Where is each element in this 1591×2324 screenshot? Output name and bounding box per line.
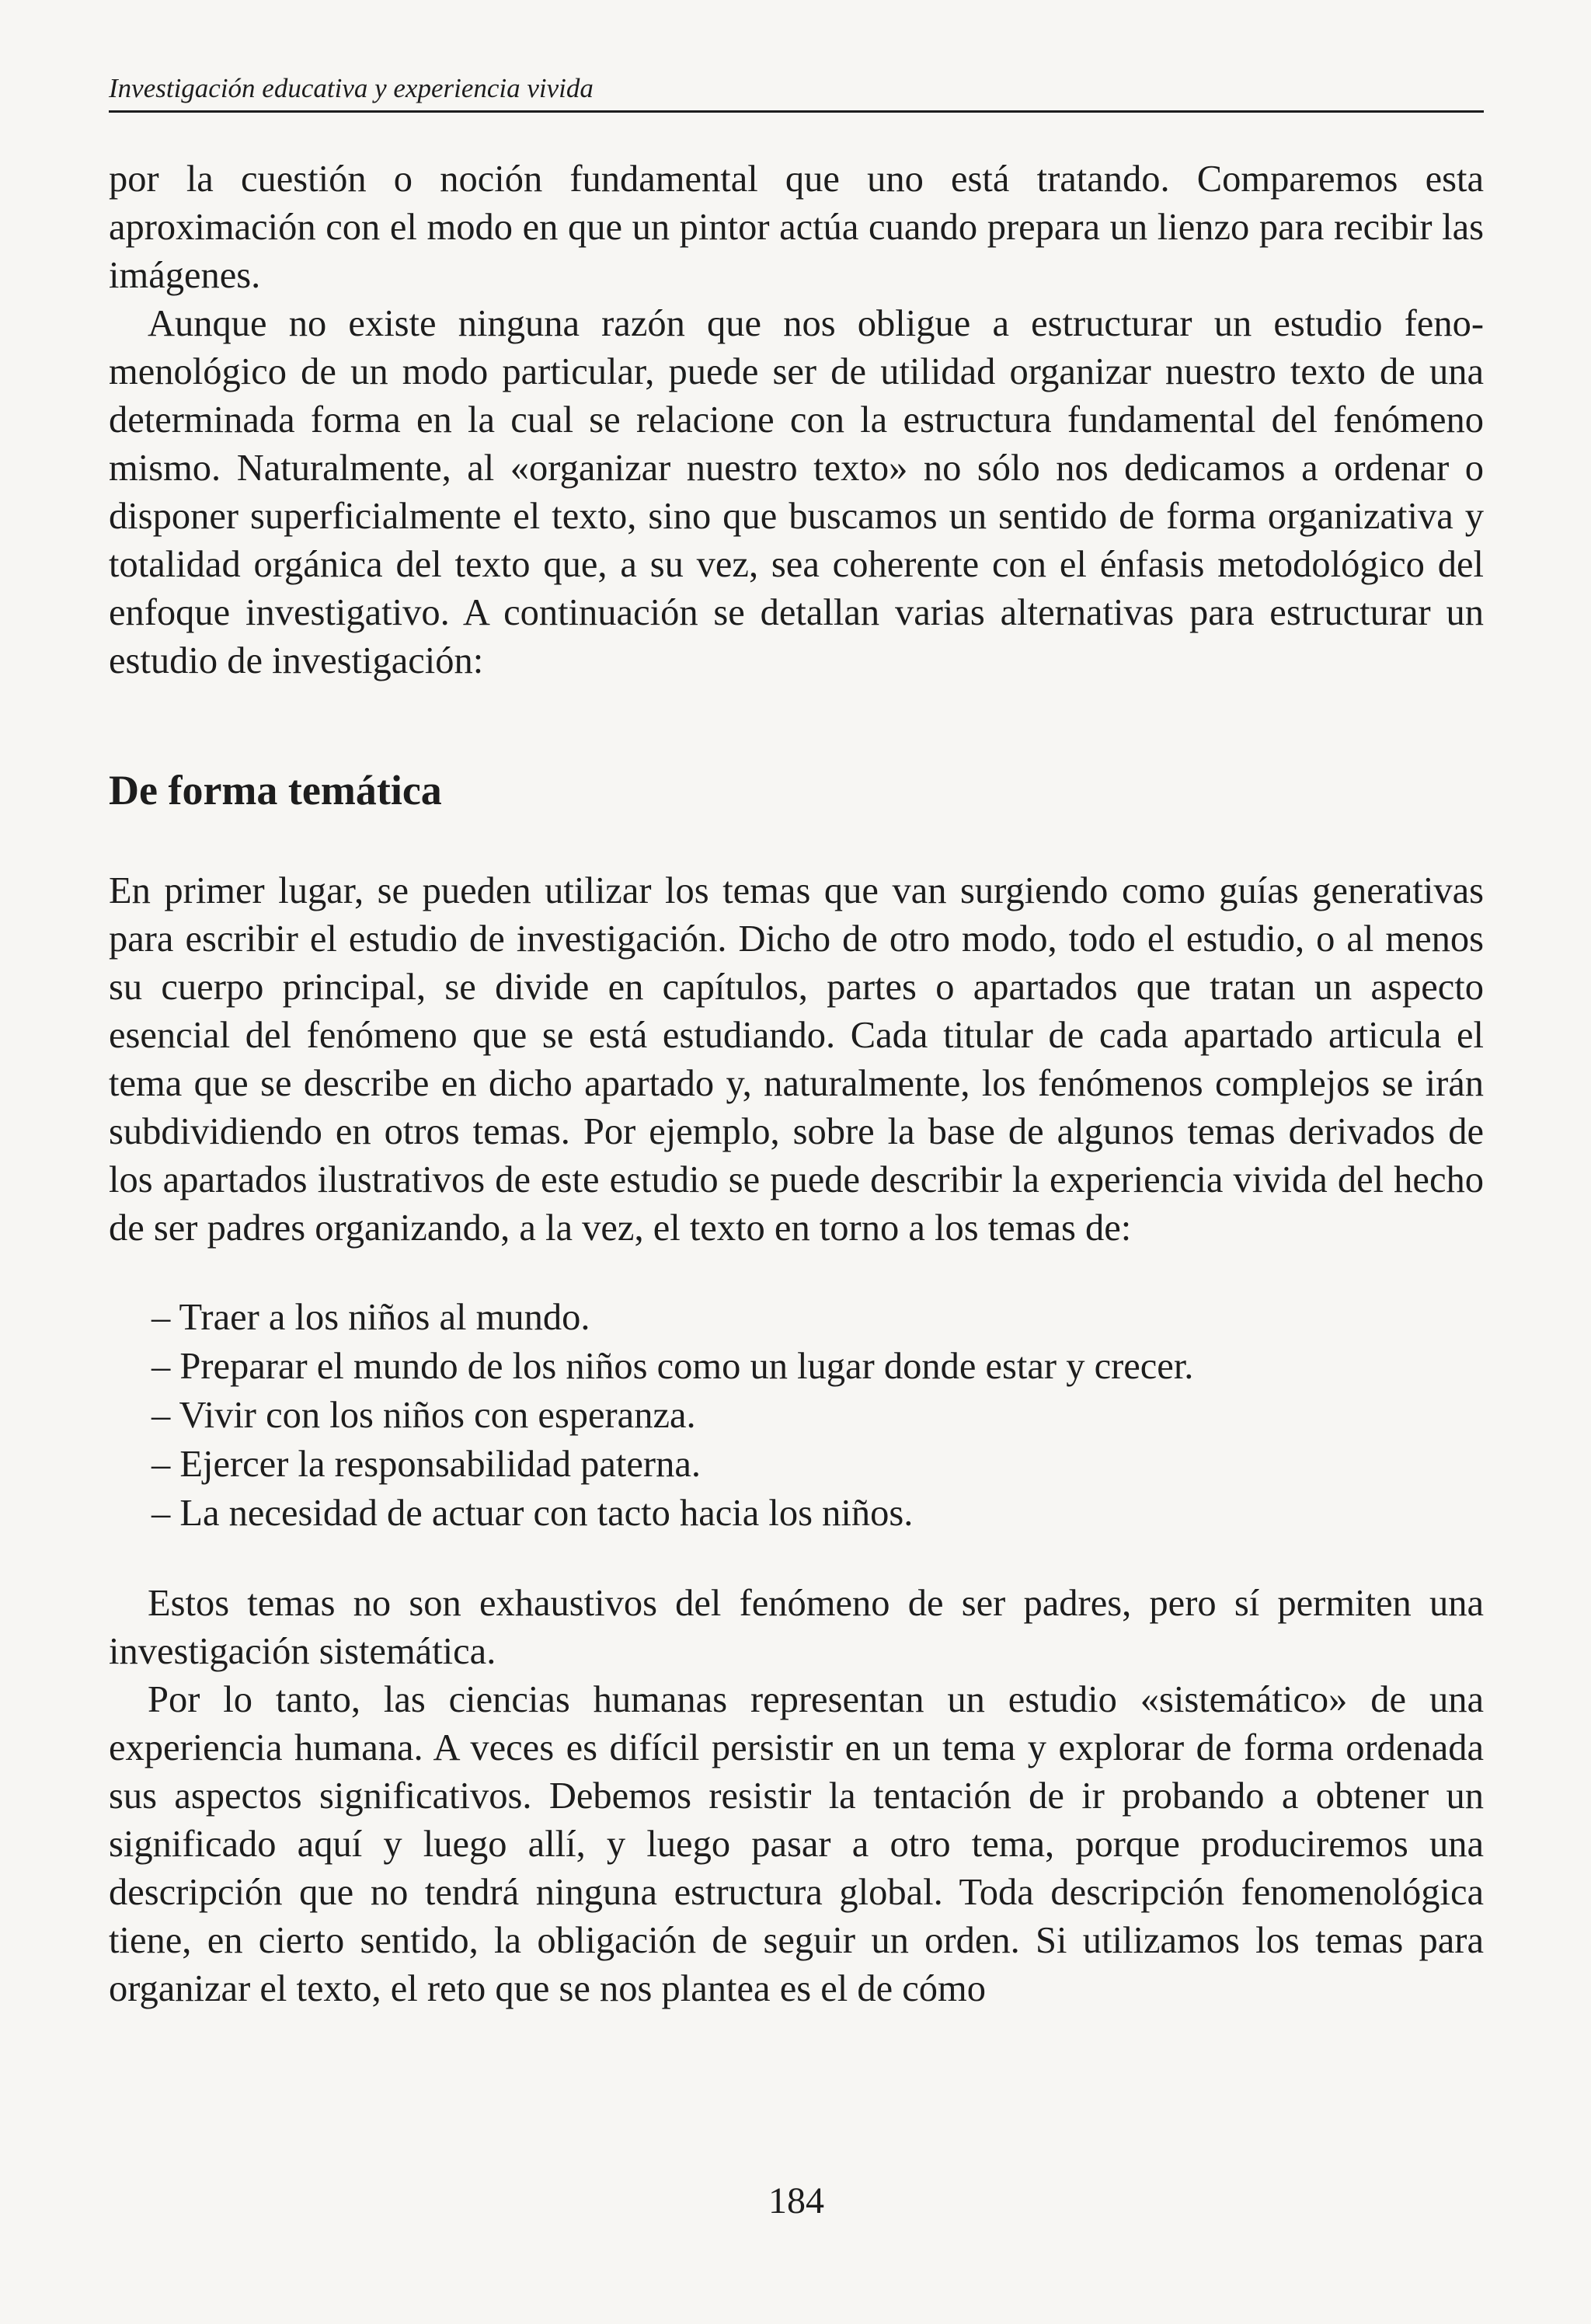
running-head: Investigación educativa y experiencia vivida xyxy=(109,73,594,103)
theme-list xyxy=(151,1293,1484,1538)
list-item: – Preparar el mundo de los niños como un lugar donde estar y crecer. xyxy=(151,1346,1194,1387)
header-rule xyxy=(109,110,1484,113)
book-page xyxy=(109,0,1484,2324)
page-number: 184 xyxy=(768,2180,824,2221)
paragraph-thematic: En primer lugar, se pueden utilizar los temas que van surgiendo como guías generativas para escribir el estudio de investigación. Dicho de otro modo, todo el estudio, o al menos su cuerpo principal, se divide en capítulos, partes o apartados que tratan un aspecto esencial del fenómeno que se está estudiando. Cada titular de cada apartado articula el tema que se describe en dicho apartado y, naturalmente, los fenómenos complejos se irán subdividiendo en otros temas. Por ejemplo, sobre la base de algunos temas derivados de los apartados ilustrativos de este estudio se puede describir la experiencia vivida del hecho de ser padres organizando, a la vez, el texto en torno a los temas de: xyxy=(109,870,1484,1249)
list-item: – Vivir con los niños con esperanza. xyxy=(151,1395,696,1436)
body-text xyxy=(109,155,1484,2013)
paragraph-systematic: Por lo tanto, las ciencias humanas representan un estudio «sistemático» de una experiencia humana. A veces es difícil persistir en un tema y explorar de forma ordenada sus aspectos significativos. Debemos resistir la tentación de ir probando a obtener un significado aquí y luego allí, y luego pasar a otro tema, porque produciremos una descripción que no tendrá ninguna estructura global. Toda descripción fenomenológica tiene, en cierto sentido, la obligación de seguir un orden. Si utilizamos los temas para organizar el texto, el reto que se nos plantea es el de cómo xyxy=(109,1679,1484,2009)
list-item: – Traer a los niños al mundo. xyxy=(151,1297,590,1338)
list-item: – La necesidad de actuar con tacto hacia los niños. xyxy=(151,1493,914,1534)
section-heading: De forma temática xyxy=(109,767,442,814)
paragraph-themes-note: Estos temas no son exhaustivos del fenómeno de ser padres, pero sí permiten una investigación sistemática. xyxy=(109,1583,1484,1672)
list-item: – Ejercer la responsabilidad paterna. xyxy=(151,1444,701,1485)
paragraph-intro: Aunque no existe ninguna razón que nos obligue a estructurar un estudio fenomenológico de un modo particular, puede ser de utilidad organizar nuestro texto de una determinada forma en la cual se relacione con la estructura fundamental del fenómeno mismo. Naturalmente, al «organizar nuestro texto» no sólo nos dedicamos a ordenar o disponer superficialmente el texto, sino que buscamos un sentido de forma organizativa y totalidad orgánica del texto que, a su vez, sea coherente con el énfasis metodológico del enfoque investigativo. A continuación se detallan varias alternativas para estructurar un estudio de investigación: xyxy=(109,303,1484,681)
paragraph-continuation: por la cuestión o noción fundamental que uno está tratando. Comparemos esta aproximación con el modo en que un pintor actúa cuando prepara un lienzo para recibir las imágenes. xyxy=(109,159,1484,296)
